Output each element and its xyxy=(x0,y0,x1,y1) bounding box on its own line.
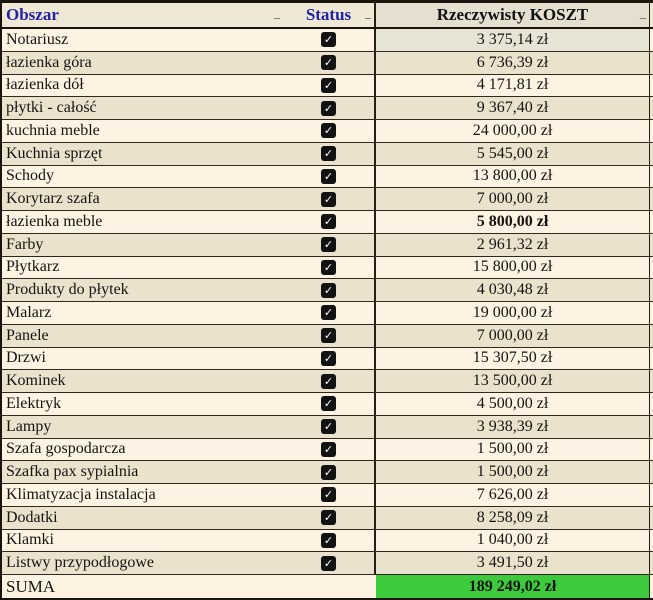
status-cell xyxy=(283,52,376,74)
koszt-cell[interactable] xyxy=(376,370,650,392)
koszt-cell[interactable] xyxy=(376,552,650,574)
status-checkbox-checked[interactable] xyxy=(321,533,336,548)
column-header-koszt[interactable] xyxy=(376,3,650,27)
koszt-value: 4 030,48 zł xyxy=(476,281,549,299)
obszar-label: Schody xyxy=(6,167,54,185)
obszar-label: Kominek xyxy=(6,372,66,390)
table-row xyxy=(2,484,653,507)
checkmark-icon: ✓ xyxy=(323,283,334,297)
koszt-value: 5 545,00 zł xyxy=(476,144,549,162)
status-cell xyxy=(283,416,376,438)
koszt-cell[interactable] xyxy=(376,211,650,233)
status-checkbox-checked[interactable] xyxy=(321,556,336,571)
table-row xyxy=(2,279,653,302)
obszar-cell[interactable] xyxy=(2,120,283,142)
koszt-cell[interactable] xyxy=(376,302,650,324)
obszar-label: Panele xyxy=(6,326,49,344)
checkmark-icon: ✓ xyxy=(323,329,334,343)
koszt-value: 13 800,00 zł xyxy=(472,167,553,185)
table-row xyxy=(2,370,653,393)
status-checkbox-checked[interactable] xyxy=(321,237,336,252)
checkmark-icon: ✓ xyxy=(323,511,334,525)
status-checkbox-checked[interactable] xyxy=(321,192,336,207)
status-cell xyxy=(283,234,376,256)
koszt-cell[interactable] xyxy=(376,279,650,301)
table-row xyxy=(2,302,653,325)
status-checkbox-checked[interactable] xyxy=(321,123,336,138)
koszt-value: 3 491,50 zł xyxy=(476,554,549,572)
table-row xyxy=(2,552,653,575)
koszt-cell[interactable] xyxy=(376,484,650,506)
status-cell xyxy=(283,75,376,97)
koszt-value: 4 500,00 zł xyxy=(476,394,549,412)
status-cell xyxy=(283,461,376,483)
koszt-cell[interactable] xyxy=(376,348,650,370)
obszar-cell[interactable] xyxy=(2,52,283,74)
checkmark-icon: ✓ xyxy=(323,147,334,161)
checkmark-icon: ✓ xyxy=(323,56,334,70)
checkmark-icon: ✓ xyxy=(323,397,334,411)
obszar-cell[interactable] xyxy=(2,530,283,552)
obszar-cell[interactable] xyxy=(2,370,283,392)
status-cell xyxy=(283,370,376,392)
checkmark-icon: ✓ xyxy=(323,260,334,274)
checkmark-icon: ✓ xyxy=(323,533,334,547)
status-checkbox-checked[interactable] xyxy=(321,214,336,229)
status-checkbox-checked[interactable] xyxy=(321,351,336,366)
status-checkbox-checked[interactable] xyxy=(321,146,336,161)
checkmark-icon: ✓ xyxy=(323,192,334,206)
obszar-label: łazienka dół xyxy=(6,76,84,94)
obszar-label: Dodatki xyxy=(6,508,58,526)
status-cell xyxy=(283,552,376,574)
obszar-cell[interactable] xyxy=(2,348,283,370)
status-checkbox-checked[interactable] xyxy=(321,419,336,434)
koszt-value: 3 938,39 zł xyxy=(476,417,549,435)
status-checkbox-checked[interactable] xyxy=(321,32,336,47)
status-checkbox-checked[interactable] xyxy=(321,78,336,93)
obszar-label: Lampy xyxy=(6,417,52,435)
checkmark-icon: ✓ xyxy=(323,420,334,434)
koszt-value: 5 800,00 zł xyxy=(476,212,549,230)
koszt-cell[interactable] xyxy=(376,416,650,438)
checkmark-icon: ✓ xyxy=(323,101,334,115)
koszt-cell[interactable] xyxy=(376,439,650,461)
status-cell xyxy=(283,325,376,347)
column-header-obszar[interactable] xyxy=(2,3,283,27)
koszt-value: 8 258,09 zł xyxy=(476,508,549,526)
koszt-value: 7 000,00 zł xyxy=(476,326,549,344)
status-cell xyxy=(283,143,376,165)
obszar-cell[interactable] xyxy=(2,257,283,279)
table-row xyxy=(2,325,653,348)
table-row xyxy=(2,97,653,120)
status-checkbox-checked[interactable] xyxy=(321,328,336,343)
koszt-value: 19 000,00 zł xyxy=(472,303,553,321)
status-cell xyxy=(283,120,376,142)
table-row xyxy=(2,211,653,234)
status-checkbox-checked[interactable] xyxy=(321,442,336,457)
obszar-cell[interactable] xyxy=(2,188,283,210)
koszt-cell[interactable] xyxy=(376,325,650,347)
koszt-value: 15 800,00 zł xyxy=(472,258,553,276)
obszar-label: Korytarz szafa xyxy=(6,190,100,208)
status-cell xyxy=(283,348,376,370)
table-row xyxy=(2,507,653,530)
obszar-cell[interactable] xyxy=(2,416,283,438)
checkmark-icon: ✓ xyxy=(323,33,334,47)
koszt-cell[interactable] xyxy=(376,166,650,188)
column-header-status[interactable] xyxy=(283,3,376,27)
obszar-label: Farby xyxy=(6,235,44,253)
koszt-value: 9 367,40 zł xyxy=(476,99,549,117)
status-cell xyxy=(283,302,376,324)
checkmark-icon: ✓ xyxy=(323,169,334,183)
status-checkbox-checked[interactable] xyxy=(321,465,336,480)
obszar-label: płytki - całość xyxy=(6,99,97,117)
checkmark-icon: ✓ xyxy=(323,465,334,479)
filter-icon-koszt[interactable]: – xyxy=(640,9,646,24)
suma-total-cell[interactable] xyxy=(376,575,650,598)
obszar-label: kuchnia meble xyxy=(6,121,100,139)
status-checkbox-checked[interactable] xyxy=(321,283,336,298)
status-checkbox-checked[interactable] xyxy=(321,305,336,320)
table-row xyxy=(2,461,653,484)
table-row xyxy=(2,234,653,257)
koszt-cell[interactable] xyxy=(376,120,650,142)
koszt-value: 1 040,00 zł xyxy=(476,531,549,549)
obszar-label: Szafka pax sypialnia xyxy=(6,463,139,481)
status-checkbox-checked[interactable] xyxy=(321,487,336,502)
status-cell xyxy=(283,188,376,210)
table-row xyxy=(2,75,653,98)
status-cell xyxy=(283,97,376,119)
status-checkbox-checked[interactable] xyxy=(321,396,336,411)
obszar-cell[interactable] xyxy=(2,166,283,188)
koszt-cell[interactable] xyxy=(376,507,650,529)
status-cell xyxy=(283,257,376,279)
obszar-label: Produkty do płytek xyxy=(6,281,129,299)
koszt-cell[interactable] xyxy=(376,393,650,415)
koszt-cell[interactable] xyxy=(376,29,650,51)
table-row xyxy=(2,29,653,52)
status-cell xyxy=(283,393,376,415)
obszar-cell[interactable] xyxy=(2,393,283,415)
obszar-cell[interactable] xyxy=(2,461,283,483)
filter-icon-status[interactable]: – xyxy=(365,9,371,24)
obszar-label: Kuchnia sprzęt xyxy=(6,144,103,162)
koszt-cell[interactable] xyxy=(376,75,650,97)
checkmark-icon: ✓ xyxy=(323,238,334,252)
obszar-label: Płytkarz xyxy=(6,258,60,276)
checkmark-icon: ✓ xyxy=(323,374,334,388)
koszt-value: 6 736,39 zł xyxy=(476,53,549,71)
header-row xyxy=(2,3,653,29)
koszt-cell[interactable] xyxy=(376,52,650,74)
obszar-label: Malarz xyxy=(6,303,52,321)
column-header-koszt-label: Rzeczywisty KOSZT xyxy=(436,5,589,24)
koszt-value: 1 500,00 zł xyxy=(476,440,549,458)
column-header-obszar-label: Obszar xyxy=(6,5,59,24)
obszar-cell[interactable] xyxy=(2,234,283,256)
table-row xyxy=(2,348,653,371)
obszar-cell[interactable] xyxy=(2,97,283,119)
koszt-cell[interactable] xyxy=(376,257,650,279)
suma-label-cell[interactable] xyxy=(2,575,376,598)
obszar-label: Notariusz xyxy=(6,30,69,48)
table-row xyxy=(2,439,653,462)
checkmark-icon: ✓ xyxy=(323,556,334,570)
status-cell xyxy=(283,439,376,461)
table-row xyxy=(2,143,653,166)
obszar-label: Elektryk xyxy=(6,394,62,412)
obszar-cell[interactable] xyxy=(2,484,283,506)
checkmark-icon: ✓ xyxy=(323,442,334,456)
koszt-cell[interactable] xyxy=(376,234,650,256)
status-checkbox-checked[interactable] xyxy=(321,510,336,525)
obszar-cell[interactable] xyxy=(2,325,283,347)
table-row xyxy=(2,393,653,416)
koszt-cell[interactable] xyxy=(376,188,650,210)
status-cell xyxy=(283,507,376,529)
koszt-value: 15 307,50 zł xyxy=(472,349,553,367)
obszar-cell[interactable] xyxy=(2,211,283,233)
table-row xyxy=(2,120,653,143)
koszt-cell[interactable] xyxy=(376,461,650,483)
obszar-label: Listwy przypodłogowe xyxy=(6,554,154,572)
obszar-label: Klimatyzacja instalacja xyxy=(6,485,156,503)
status-cell xyxy=(283,29,376,51)
obszar-cell[interactable] xyxy=(2,302,283,324)
table-row xyxy=(2,52,653,75)
column-header-status-label: Status xyxy=(305,5,352,24)
obszar-cell[interactable] xyxy=(2,29,283,51)
status-cell xyxy=(283,211,376,233)
table-row xyxy=(2,188,653,211)
filter-icon-obszar[interactable]: – xyxy=(274,9,280,24)
checkmark-icon: ✓ xyxy=(323,78,334,92)
table-row xyxy=(2,257,653,280)
koszt-value: 13 500,00 zł xyxy=(472,372,553,390)
obszar-cell[interactable] xyxy=(2,143,283,165)
suma-row xyxy=(2,575,653,598)
obszar-cell[interactable] xyxy=(2,507,283,529)
table-row xyxy=(2,530,653,553)
obszar-label: Klamki xyxy=(6,531,54,549)
obszar-cell[interactable] xyxy=(2,439,283,461)
obszar-label: Szafa gospodarcza xyxy=(6,440,126,458)
koszt-value: 1 500,00 zł xyxy=(476,463,549,481)
obszar-label: łazienka góra xyxy=(6,53,92,71)
status-checkbox-checked[interactable] xyxy=(321,374,336,389)
obszar-label: Drzwi xyxy=(6,349,46,367)
checkmark-icon: ✓ xyxy=(323,306,334,320)
status-cell xyxy=(283,530,376,552)
status-checkbox-checked[interactable] xyxy=(321,101,336,116)
koszt-value: 2 961,32 zł xyxy=(476,235,549,253)
koszt-value: 3 375,14 zł xyxy=(476,30,549,48)
status-checkbox-checked[interactable] xyxy=(321,55,336,70)
status-cell xyxy=(283,279,376,301)
koszt-cell[interactable] xyxy=(376,143,650,165)
obszar-label: łazienka meble xyxy=(6,212,103,230)
table-row xyxy=(2,166,653,189)
checkmark-icon: ✓ xyxy=(323,488,334,502)
koszt-cell[interactable] xyxy=(376,530,650,552)
checkmark-icon: ✓ xyxy=(323,215,334,229)
obszar-cell[interactable] xyxy=(2,75,283,97)
table-row xyxy=(2,416,653,439)
status-cell xyxy=(283,484,376,506)
obszar-cell[interactable] xyxy=(2,279,283,301)
checkmark-icon: ✓ xyxy=(323,351,334,365)
status-checkbox-checked[interactable] xyxy=(321,169,336,184)
suma-total-value: 189 249,02 zł xyxy=(468,577,557,595)
koszt-value: 4 171,81 zł xyxy=(476,76,549,94)
koszt-cell[interactable] xyxy=(376,97,650,119)
status-cell xyxy=(283,166,376,188)
checkmark-icon: ✓ xyxy=(323,124,334,138)
obszar-cell[interactable] xyxy=(2,552,283,574)
koszt-value: 7 626,00 zł xyxy=(476,485,549,503)
status-checkbox-checked[interactable] xyxy=(321,260,336,275)
suma-label: SUMA xyxy=(6,576,56,596)
koszt-value: 24 000,00 zł xyxy=(472,121,553,139)
koszt-value: 7 000,00 zł xyxy=(476,190,549,208)
